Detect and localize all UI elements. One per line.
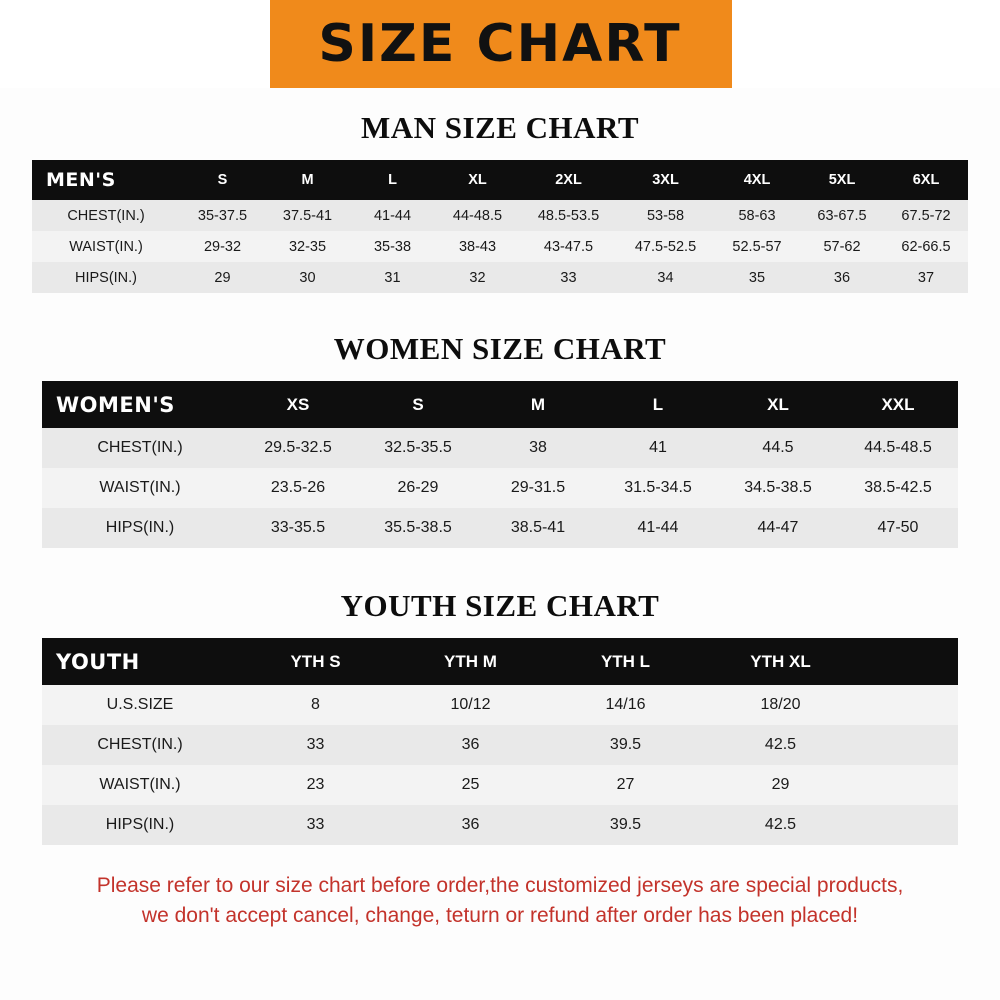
data-cell: 53-58 (646, 207, 685, 224)
row-label: HIPS(IN.) (105, 519, 175, 536)
row-label: HIPS(IN.) (74, 269, 138, 286)
table-row (42, 468, 958, 508)
data-cell: 33 (306, 816, 325, 833)
data-cell: 36 (461, 816, 480, 833)
table-row (42, 428, 958, 468)
data-cell: 36 (833, 269, 851, 286)
data-cell: 44-47 (757, 519, 799, 536)
banner (0, 0, 1000, 88)
header-cell: XL (468, 172, 487, 188)
data-cell: 26-29 (397, 479, 439, 496)
data-cell: 35.5-38.5 (384, 519, 452, 536)
data-cell: 42.5 (764, 816, 797, 833)
table-row (42, 685, 958, 725)
data-cell: 39.5 (609, 736, 642, 753)
data-cell: 36 (461, 736, 480, 753)
youth-section-title: YOUTH SIZE CHART (340, 588, 660, 623)
row-label: WAIST(IN.) (99, 776, 181, 793)
header-cell: L (388, 172, 397, 188)
data-cell: 38-43 (458, 238, 497, 255)
header-cell: YTH M (444, 651, 497, 671)
data-cell: 37 (917, 269, 935, 286)
data-cell: 14/16 (605, 696, 646, 713)
row-label: U.S.SIZE (106, 696, 174, 713)
data-cell: 29-31.5 (510, 479, 566, 496)
header-cell: S (412, 394, 424, 414)
data-cell: 63-67.5 (817, 207, 867, 224)
data-cell-spacer (858, 805, 958, 845)
data-cell: 35-38 (373, 238, 412, 255)
data-cell: 29.5-32.5 (264, 439, 332, 456)
data-cell: 67.5-72 (901, 207, 951, 224)
table-header-row (32, 160, 968, 200)
data-cell: 33-35.5 (270, 519, 326, 536)
data-cell: 31 (384, 269, 401, 286)
header-cell: XL (767, 394, 789, 414)
data-cell: 41-44 (373, 207, 412, 224)
table-header-row (42, 381, 958, 428)
data-cell: 32-35 (288, 238, 327, 255)
header-cell: YOUTH (56, 649, 140, 674)
data-cell: 44.5-48.5 (864, 439, 932, 456)
header-cell: WOMEN'S (56, 392, 175, 417)
data-cell: 31.5-34.5 (624, 479, 692, 496)
data-cell: 38.5-42.5 (864, 479, 932, 496)
table-row (42, 725, 958, 765)
header-spacer (858, 638, 958, 685)
header-cell: XXL (881, 394, 915, 414)
data-cell: 38.5-41 (510, 519, 566, 536)
data-cell: 39.5 (609, 816, 642, 833)
footer-line-1: Please refer to our size chart before order,the customized jerseys are special products, (96, 874, 904, 897)
header-cell: YTH L (600, 651, 651, 671)
header-cell: 6XL (912, 172, 940, 188)
page-title: SIZE CHART (318, 14, 682, 74)
data-cell-spacer (858, 685, 958, 725)
table-row (42, 508, 958, 548)
data-cell: 43-47.5 (543, 238, 594, 255)
data-cell: 32 (469, 269, 486, 286)
data-cell: 32.5-35.5 (384, 439, 452, 456)
header-cell: XS (286, 394, 310, 414)
data-cell: 29 (771, 776, 790, 793)
header-cell: YTH XL (750, 651, 811, 671)
data-cell: 47-50 (877, 519, 919, 536)
footer-line-2: we don't accept cancel, change, teturn or refund after order has been placed! (141, 904, 859, 928)
data-cell: 27 (616, 776, 635, 793)
data-cell: 35 (748, 269, 766, 286)
data-cell: 25 (461, 776, 480, 793)
data-cell: 10/12 (450, 696, 491, 713)
data-cell: 23.5-26 (270, 479, 326, 496)
header-cell: 3XL (652, 172, 679, 188)
data-cell: 44.5 (762, 439, 794, 456)
data-cell: 47.5-52.5 (634, 238, 697, 255)
table-row (42, 805, 958, 845)
data-cell-spacer (858, 765, 958, 805)
data-cell: 37.5-41 (282, 207, 333, 224)
data-cell: 38 (529, 439, 547, 456)
row-label: CHEST(IN.) (97, 736, 183, 753)
header-cell: 2XL (555, 172, 582, 188)
header-cell: S (217, 172, 228, 188)
women-section-title: WOMEN SIZE CHART (333, 331, 667, 366)
header-cell: L (652, 394, 664, 414)
data-cell: 8 (311, 696, 320, 713)
data-cell: 48.5-53.5 (537, 207, 600, 224)
table-row (42, 765, 958, 805)
data-cell: 57-62 (823, 238, 861, 255)
data-cell: 52.5-57 (732, 238, 782, 255)
header-cell: M (301, 172, 314, 188)
header-cell: 4XL (743, 172, 771, 188)
women-size-table (42, 381, 958, 548)
header-cell: YTH S (290, 651, 341, 671)
footer-note (25, 871, 975, 932)
row-label: WAIST(IN.) (99, 479, 181, 496)
table-row (32, 200, 968, 231)
header-cell: MEN'S (46, 169, 116, 191)
data-cell: 33 (306, 736, 325, 753)
header-cell: M (530, 394, 546, 414)
data-cell: 34 (657, 269, 674, 286)
data-cell: 44-48.5 (452, 207, 503, 224)
data-cell: 41 (649, 439, 667, 456)
data-cell: 41-44 (637, 519, 679, 536)
row-label: CHEST(IN.) (97, 439, 183, 456)
youth-size-table (42, 638, 958, 845)
table-header-row (42, 638, 958, 685)
man-section-title: MAN SIZE CHART (360, 110, 640, 145)
data-cell: 58-63 (738, 207, 776, 224)
table-row (32, 231, 968, 262)
data-cell: 42.5 (764, 736, 797, 753)
row-label: HIPS(IN.) (105, 816, 175, 833)
data-cell: 29 (214, 269, 231, 286)
man-size-table (32, 160, 968, 293)
row-label: WAIST(IN.) (69, 238, 143, 255)
data-cell: 29-32 (203, 238, 242, 255)
data-cell: 35-37.5 (197, 207, 248, 224)
table-row (32, 262, 968, 293)
data-cell: 30 (299, 269, 316, 286)
data-cell: 23 (306, 776, 325, 793)
data-cell: 33 (560, 269, 577, 286)
header-cell: 5XL (828, 172, 856, 188)
row-label: CHEST(IN.) (67, 207, 145, 224)
data-cell: 34.5-38.5 (744, 479, 812, 496)
data-cell-spacer (858, 725, 958, 765)
data-cell: 18/20 (760, 696, 801, 713)
data-cell: 62-66.5 (901, 238, 951, 255)
